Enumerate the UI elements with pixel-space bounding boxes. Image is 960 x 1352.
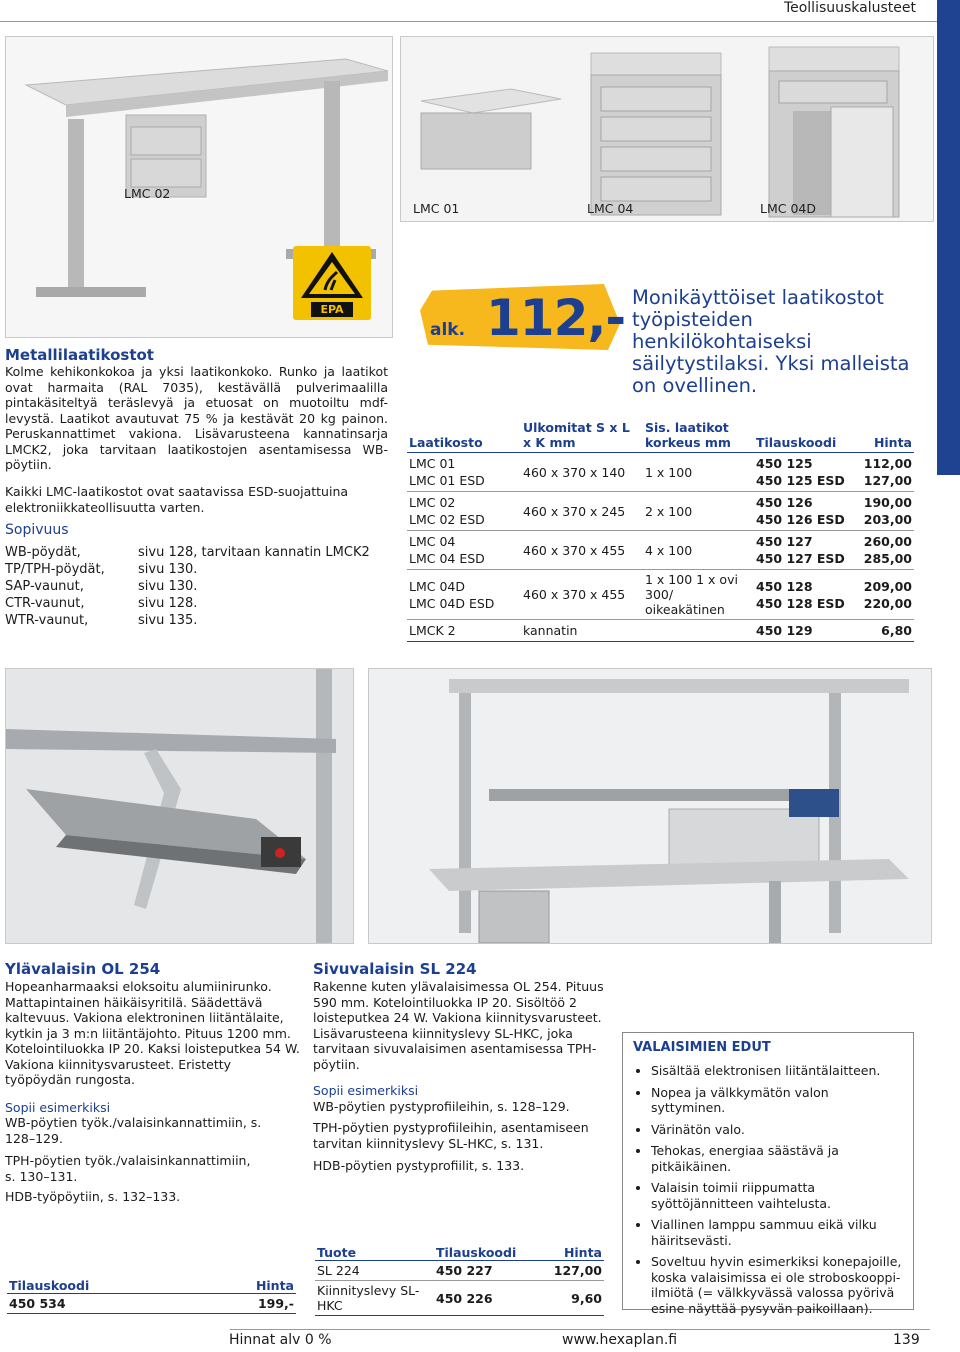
drawer-caption-lmc01: LMC 01 — [413, 201, 460, 216]
sl224-fit-2: TPH-pöytien pystyprofiileihin, asentamiseen tarvitan kiinnityslevy SL-HKC, s. 131. — [313, 1120, 589, 1151]
price-value: 112,- — [486, 289, 626, 347]
fits-table — [3, 544, 371, 629]
workbench-illustration — [369, 669, 931, 943]
sl224-fit-title: Sopii esimerkiksi — [313, 1083, 419, 1098]
fits-row: TP/TPH-pöydät, sivu 130. — [5, 562, 198, 577]
drawer-row: LMC 02 LMC 02 ESD 460 x 370 x 245 2 x 100 450 126 450 126 ESD 190,00 203,00 — [407, 492, 914, 531]
epa-text: EPA — [311, 302, 353, 317]
price-prefix: alk. — [430, 320, 466, 340]
footer-prices-note: Hinnat alv 0 % — [229, 1332, 332, 1348]
ceiling-lamp-illustration — [6, 669, 353, 943]
epa-logo — [293, 246, 371, 320]
drawer-price-table — [407, 420, 914, 642]
ol254-price-table: Tilauskoodi Hinta 450 534 199,- — [7, 1278, 296, 1314]
fits-row: WB-pöydät, sivu 128, tarvitaan kannatin LMCK2 — [5, 545, 370, 560]
side-tab — [937, 0, 960, 475]
footer-rule — [230, 1329, 930, 1330]
drawer-row: LMC 04D LMC 04D ESD 460 x 370 x 455 1 x 100 1 x ovi 300/ oikeakätinen 450 128 450 128 ESD 209,00 220,00 — [407, 570, 914, 620]
ol254-title: Ylävalaisin OL 254 — [5, 960, 161, 978]
list-item: • Soveltuu hyvin esimerkiksi konepajoille, koska valaisimissa ei ole stroboskooppi-ilmiötä (= välkkyvässä valossa pyörivä esine näyttää pysyvän paikoillaan). — [651, 1254, 903, 1316]
drawers-illustration — [401, 37, 933, 221]
list-item: • Viallinen lamppu sammuu eikä vilku häiritsevästi. — [651, 1217, 903, 1248]
table-row: 450 534 199,- — [7, 1294, 296, 1314]
drawer-row: LMC 04 LMC 04 ESD 460 x 370 x 455 4 x 100 450 127 450 127 ESD 260,00 285,00 — [407, 531, 914, 570]
sl224-description: Rakenne kuten ylävalaisimessa OL 254. Pituus 590 mm. Kotelointiluokka IP 20. Sisöltöö 2 loisteputkea 24 W. Vakiona kiinnitysvarusteet. Lisävarusteena kiinnityslevy SL-HKC, joka tarvitaan sivuvalaisimen asentamisessa TPH-pöytiin. — [313, 979, 604, 1072]
drawer-table-header: Laatikosto Ulkomitat S x L x K mm Sis. laatikot korkeus mm Tilauskoodi Hinta — [407, 420, 914, 453]
list-item: • Tehokas, energiaa säästävä ja pitkäikäinen. — [651, 1143, 903, 1174]
header-rule — [0, 21, 937, 22]
sl224-fit-1: WB-pöytien pystyprofiileihin, s. 128–129. — [313, 1099, 570, 1114]
features-box — [622, 1032, 914, 1316]
list-item: • Nopea ja välkkymätön valon syttyminen. — [651, 1085, 903, 1116]
fits-title: Sopivuus — [5, 522, 69, 538]
drawer-caption-lmc04d: LMC 04D — [760, 201, 816, 216]
drawers-photo — [400, 36, 934, 222]
ol254-fit-3: HDB-työpöytiin, s. 132–133. — [5, 1189, 181, 1204]
drawer-caption-lmc04: LMC 04 — [587, 201, 634, 216]
esd-warning-icon — [293, 246, 371, 302]
desk-caption: LMC 02 — [124, 186, 171, 201]
list-item: • Värinätön valo. — [651, 1122, 903, 1138]
sl224-title: Sivuvalaisin SL 224 — [313, 960, 477, 978]
ol254-fit-1: WB-pöytien työk./valaisinkannattimiin, s. 128–129. — [5, 1115, 262, 1146]
ceiling-lamp-photo — [5, 668, 354, 944]
fits-row: CTR-vaunut, sivu 128. — [5, 596, 198, 611]
sl224-price-table: Tuote Tilauskoodi Hinta SL 224 450 227 127,00 Kiinnityslevy SL-HKC 450 226 9,60 — [315, 1245, 604, 1316]
ol254-description: Hopeanharmaaksi eloksoitu alumiinirunko. Mattapintainen häikäisyritilä. Säädettävä kaltevuus. Vakiona elektroninen liitäntälaite, kytkin ja 3 m:n liitäntäjohto. Pituus 1200 mm. Kotelointiluokka IP 20. Kaksi loisteputkea 54 W. Vakiona kiinnitysvarusteet. Eristetty työpöydän rungosta. — [5, 979, 300, 1087]
features-list — [633, 1063, 903, 1316]
footer-url[interactable]: www.hexaplan.fi — [562, 1332, 678, 1348]
ol254-fit-2: TPH-pöytien työk./valaisinkannattimiin, s. 130–131. — [5, 1153, 251, 1184]
metal-paragraph-2: Kaikki LMC-laatikostot ovat saatavissa ESD-suojattuina elektroniikkateollisuutta varten. — [5, 484, 349, 515]
list-item: • Valaisin toimii riippumatta syöttöjännitteen vaihtelusta. — [651, 1180, 903, 1211]
table-row: SL 224 450 227 127,00 — [315, 1261, 604, 1281]
drawer-row: LMCK 2 kannatin 450 129 6,80 — [407, 620, 914, 642]
page-number: 139 — [893, 1332, 920, 1348]
drawer-headline: Monikäyttöiset laatikostot työpisteiden henkilökohtaiseksi säilytystilaksi. Yksi malleista on ovellinen. — [632, 286, 910, 397]
metal-paragraph-1: Kolme kehikonkokoa ja yksi laatikonkoko. Runko ja laatikot ovat harmaita (RAL 7035), kestävällä pulverimaalilla pintakäsiteltyä teräslevyä ja etuosat on muotoiltu mdf-levystä. Laatikot avautuvat 75 % ja kestävät 20 kg painon. Peruskannattimet vakiona. Lisävarusteena kannatinsarja LMCK2, joka tarvitaan laatikostojen asentamisessa WB-pöytiin. — [5, 364, 388, 472]
list-item: • Sisältää elektronisen liitäntälaitteen. — [651, 1063, 903, 1079]
fits-row: SAP-vaunut, sivu 130. — [5, 579, 198, 594]
workbench-photo — [368, 668, 932, 944]
page-category: Teollisuuskalusteet — [783, 0, 916, 16]
features-title: VALAISIMIEN EDUT — [633, 1040, 771, 1055]
table-row: Kiinnityslevy SL-HKC 450 226 9,60 — [315, 1281, 604, 1316]
metal-title: Metallilaatikostot — [5, 346, 154, 364]
fits-row: WTR-vaunut, sivu 135. — [5, 613, 198, 628]
drawer-row: LMC 01 LMC 01 ESD 460 x 370 x 140 1 x 100 450 125 450 125 ESD 112,00 127,00 — [407, 453, 914, 492]
ol254-fit-title: Sopii esimerkiksi — [5, 1100, 111, 1115]
sl224-fit-3: HDB-pöytien pystyprofiilit, s. 133. — [313, 1158, 525, 1173]
